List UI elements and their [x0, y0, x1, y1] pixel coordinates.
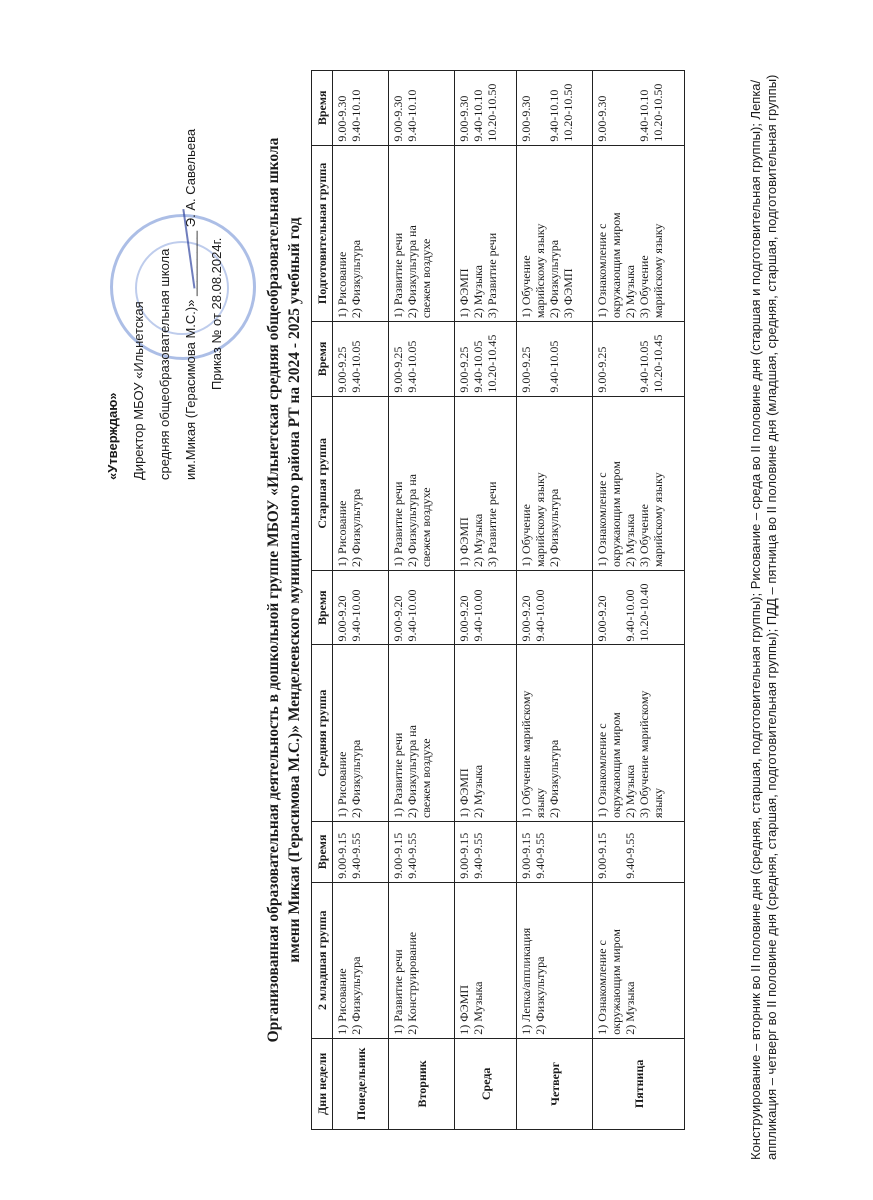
time-line: 9.00-9.30	[335, 95, 349, 142]
time-line	[623, 325, 637, 393]
time-line: 9.00-9.30	[595, 95, 609, 142]
activity-line: окружающим миром	[609, 212, 623, 319]
time-line: 9.40-9.55	[405, 832, 419, 879]
approval-line: им.Микая (Герасимова М.С.)» _________ Э. А. Савельева	[183, 128, 198, 480]
activity-cell	[389, 645, 455, 822]
column-header: Дни недели	[312, 1038, 333, 1129]
time-line: 9.40-10.10	[349, 89, 363, 142]
column-header: Старшая группа	[312, 396, 333, 570]
time-cell	[593, 822, 685, 883]
time-line: 10.20-10.45	[651, 334, 665, 393]
activity-line: 2) Физкультура	[349, 488, 363, 567]
activity-cell	[593, 396, 685, 570]
activity-line: 1) Ознакомление с	[595, 723, 609, 819]
time-line	[609, 574, 623, 642]
time-line: 9.00-9.15	[391, 832, 405, 879]
table-row	[455, 71, 517, 1130]
activity-line: окружающим миром	[609, 928, 623, 1035]
time-line: 9.40-9.55	[471, 832, 485, 879]
time-cell	[455, 822, 517, 883]
activity-line: языку	[533, 788, 547, 819]
activity-line: 2) Музыка	[471, 981, 485, 1035]
approval-block	[100, 100, 230, 480]
activity-line: 2) Музыка	[623, 265, 637, 319]
time-line: 10.20-10.45	[485, 334, 499, 393]
time-line: 9.40-9.55	[623, 832, 637, 879]
activity-line: 3) Развитие речи	[485, 481, 499, 567]
time-line	[533, 74, 547, 142]
time-cell	[517, 570, 593, 645]
time-line: 9.40-10.00	[623, 589, 637, 642]
time-line: 9.40-10.00	[349, 589, 363, 642]
time-line: 9.40-9.55	[349, 832, 363, 879]
activity-line: 2) Физкультура	[349, 956, 363, 1035]
column-header: Время	[312, 322, 333, 397]
activity-line: 1) Рисование	[335, 968, 349, 1035]
activity-line: 2) Физкультура на	[405, 474, 419, 567]
activity-cell	[389, 396, 455, 570]
title-line: Организованная образовательная деятельность в дошкольной группе МБОУ «Ильнетская средняя общеобразовательная школа	[265, 137, 282, 1043]
table-row	[333, 71, 389, 1130]
schedule-table	[311, 70, 685, 1130]
time-line: 9.00-9.20	[335, 595, 349, 642]
activity-line: 2) Физкультура	[349, 239, 363, 319]
activity-line: языку	[651, 788, 665, 819]
activity-line: 2) Физкультура	[547, 739, 561, 819]
activity-cell	[455, 145, 517, 322]
time-line: 9.00-9.25	[391, 346, 405, 393]
time-line: 9.00-9.30	[519, 95, 533, 142]
activity-line: 2) Музыка	[623, 513, 637, 567]
activity-line: окружающим миром	[609, 712, 623, 819]
time-cell	[517, 322, 593, 397]
activity-line: окружающим миром	[609, 461, 623, 567]
activity-cell	[389, 882, 455, 1038]
time-line: 9.00-9.25	[595, 346, 609, 393]
time-line: 9.40-10.05	[405, 340, 419, 393]
time-line: 9.40-10.10	[637, 89, 651, 142]
column-header: Время	[312, 71, 333, 146]
table-header-row	[312, 71, 333, 1130]
time-line: 9.40-10.00	[533, 589, 547, 642]
activity-line: 2) Физкультура на	[405, 725, 419, 819]
time-line: 9.40-10.05	[637, 340, 651, 393]
time-line: 9.40-10.05	[547, 340, 561, 393]
time-line: 9.00-9.20	[595, 595, 609, 642]
activity-line: 1) Лепка/аппликация	[519, 927, 533, 1035]
activity-line: 1) Рисование	[335, 751, 349, 819]
time-cell	[455, 570, 517, 645]
activity-line: 3) ФЭМП	[561, 268, 575, 319]
column-header: 2 младшая группа	[312, 882, 333, 1038]
day-cell: Пятница	[593, 1038, 685, 1129]
day-cell: Четверг	[517, 1038, 593, 1129]
activity-line: 2) Музыка	[471, 764, 485, 819]
activity-line: 2) Физкультура	[547, 488, 561, 567]
activity-line: 2) Физкультура	[349, 739, 363, 819]
activity-line: 3) Развитие речи	[485, 232, 499, 319]
time-cell	[389, 570, 455, 645]
activity-line: 2) Физкультура	[547, 239, 561, 319]
activity-cell	[517, 145, 593, 322]
activity-line: 1) Развитие речи	[391, 232, 405, 319]
activity-line: 1) Ознакомление с	[595, 940, 609, 1035]
time-line: 10.20-10.50	[485, 83, 499, 142]
time-line: 9.40-9.55	[533, 832, 547, 879]
time-line: 9.40-10.10	[405, 89, 419, 142]
activity-cell	[455, 645, 517, 822]
activity-cell	[517, 882, 593, 1038]
time-line: 9.00-9.15	[335, 832, 349, 879]
time-line: 9.40-10.10	[547, 89, 561, 142]
time-cell	[333, 322, 389, 397]
activity-line: 1) Рисование	[335, 500, 349, 567]
time-cell	[389, 71, 455, 146]
time-cell	[593, 71, 685, 146]
time-line: 9.00-9.30	[457, 95, 471, 142]
activity-line: 2) Музыка	[471, 513, 485, 567]
approval-heading: «Утверждаю»	[105, 392, 120, 480]
activity-line: 2) Конструирование	[405, 931, 419, 1035]
activity-line: 2) Музыка	[623, 764, 637, 819]
activity-line: марийскому языку	[651, 472, 665, 567]
activity-cell	[455, 396, 517, 570]
time-line: 9.00-9.25	[457, 346, 471, 393]
time-cell	[455, 71, 517, 146]
time-cell	[517, 71, 593, 146]
activity-cell	[333, 396, 389, 570]
time-line: 9.00-9.15	[519, 832, 533, 879]
activity-line: 1) ФЭМП	[457, 268, 471, 319]
activity-cell	[593, 145, 685, 322]
activity-line: 1) Развитие речи	[391, 481, 405, 567]
activity-cell	[517, 396, 593, 570]
activity-line: 1) Развитие речи	[391, 732, 405, 819]
time-line: 9.40-10.10	[471, 89, 485, 142]
day-cell: Вторник	[389, 1038, 455, 1129]
activity-line: 1) Обучение марийскому	[519, 690, 533, 819]
activity-line: 2) Музыка	[471, 265, 485, 319]
approval-order: Приказ № от 28.08.2024г.	[209, 237, 224, 390]
table-row	[389, 71, 455, 1130]
activity-line: свежем воздухе	[419, 487, 433, 567]
activity-line: 1) Рисование	[335, 251, 349, 319]
activity-cell	[389, 145, 455, 322]
time-line: 9.40-10.05	[349, 340, 363, 393]
time-cell	[389, 822, 455, 883]
time-line: 10.20-10.40	[637, 583, 651, 642]
activity-cell	[333, 882, 389, 1038]
activity-line: 1) ФЭМП	[457, 517, 471, 567]
activity-line: 2) Музыка	[623, 981, 637, 1035]
activity-line: 3) Обучение	[637, 255, 651, 319]
time-line: 9.40-10.05	[471, 340, 485, 393]
activity-cell	[517, 645, 593, 822]
activity-cell	[593, 645, 685, 822]
time-line	[609, 325, 623, 393]
time-line: 10.20-10.50	[561, 83, 575, 142]
time-line: 9.00-9.15	[595, 832, 609, 879]
time-line: 9.00-9.20	[391, 595, 405, 642]
time-cell	[389, 322, 455, 397]
time-cell	[593, 322, 685, 397]
time-line	[623, 74, 637, 142]
time-cell	[455, 322, 517, 397]
time-line	[609, 825, 623, 879]
time-line: 9.00-9.25	[335, 346, 349, 393]
activity-line: свежем воздухе	[419, 238, 433, 319]
document-title	[263, 40, 305, 1140]
activity-cell	[455, 882, 517, 1038]
activity-line: 1) Ознакомление с	[595, 223, 609, 319]
activity-line: марийскому языку	[533, 223, 547, 319]
time-line: 9.40-10.00	[405, 589, 419, 642]
column-header: Подготовительная группа	[312, 145, 333, 322]
table-row	[593, 71, 685, 1130]
time-line: 9.00-9.25	[519, 346, 533, 393]
time-cell	[333, 570, 389, 645]
activity-line: 3) Обучение марийскому	[637, 690, 651, 819]
activity-line: 2) Физкультура на	[405, 225, 419, 319]
activity-cell	[333, 645, 389, 822]
time-cell	[593, 570, 685, 645]
time-line: 9.00-9.30	[391, 95, 405, 142]
activity-line: 1) Ознакомление с	[595, 472, 609, 567]
activity-line: 1) ФЭМП	[457, 984, 471, 1035]
activity-line: свежем воздухе	[419, 738, 433, 819]
day-cell: Понедельник	[333, 1038, 389, 1129]
footnote: Конструирование – вторник во II половине дня (средняя, старшая, подготовительная группы); Рисование – среда во II половине дня (старшая и подготовительная группы); Лепка/аппликация – четверг во II половине дня (средняя, старшая, подготовительная группы); ПДД – пятница во II половине дня (младшая, средняя, старшая, подготовительная группы)	[748, 74, 779, 1160]
table-row	[517, 71, 593, 1130]
approval-line: Директор МБОУ «Ильнетская	[131, 301, 146, 480]
approval-line: средняя общеобразовательная школа	[157, 248, 172, 480]
activity-line: 2) Физкультура	[533, 956, 547, 1035]
time-line: 9.00-9.20	[457, 595, 471, 642]
time-cell	[333, 71, 389, 146]
day-cell: Среда	[455, 1038, 517, 1129]
column-header: Средняя группа	[312, 645, 333, 822]
time-line: 9.00-9.20	[519, 595, 533, 642]
time-line	[533, 325, 547, 393]
title-line: имени Микая (Герасимова М.С.)» Менделеевского муниципального района РТ на 2024 - 2025 учебный год	[286, 217, 303, 963]
time-line: 10.20-10.50	[651, 83, 665, 142]
activity-line: 1) Обучение	[519, 255, 533, 319]
activity-cell	[333, 145, 389, 322]
activity-line: 1) Обучение	[519, 504, 533, 567]
time-cell	[333, 822, 389, 883]
activity-line: марийскому языку	[533, 472, 547, 567]
time-line: 9.40-10.00	[471, 589, 485, 642]
activity-cell	[593, 882, 685, 1038]
time-line	[609, 74, 623, 142]
time-line: 9.00-9.15	[457, 832, 471, 879]
column-header: Время	[312, 570, 333, 645]
activity-line: 1) ФЭМП	[457, 768, 471, 819]
time-cell	[517, 822, 593, 883]
activity-line: марийскому языку	[651, 223, 665, 319]
activity-line: 1) Развитие речи	[391, 949, 405, 1035]
column-header: Время	[312, 822, 333, 883]
activity-line: 3) Обучение	[637, 504, 651, 567]
